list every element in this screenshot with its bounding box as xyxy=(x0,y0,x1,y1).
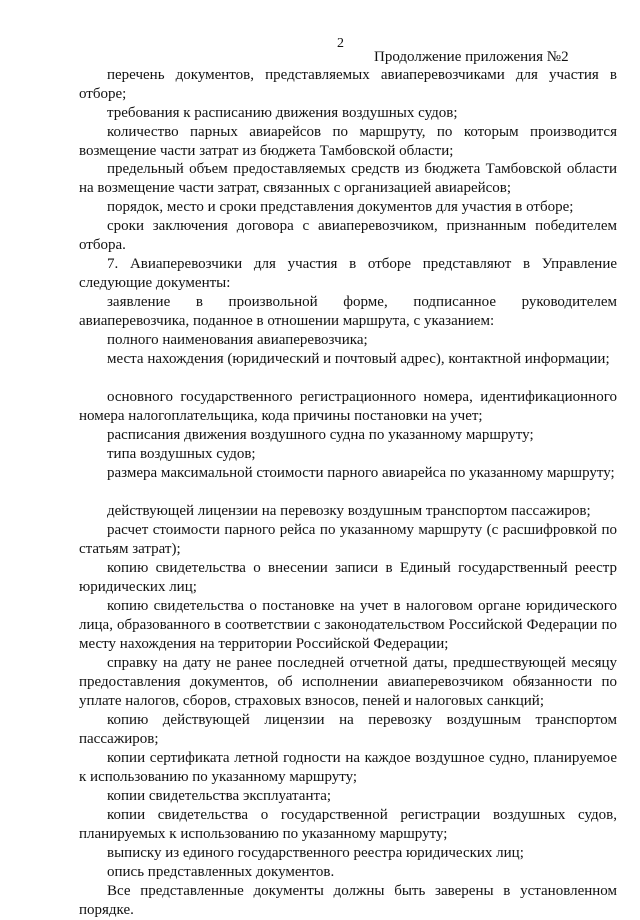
paragraph: предельный объем предоставляемых средств из бюджета Тамбовской области на возмещение части затрат, связанных с организацией авиарейсов; xyxy=(79,161,617,196)
appendix-title: Продолжение приложения №2 xyxy=(374,49,569,65)
paragraph: копию свидетельства о постановке на учет в налоговом органе юридического лица, образованного в соответствии с законодательством Российской Федерации по месту нахождения на территории Российской Федерации; xyxy=(79,598,617,652)
paragraph: действующей лицензии на перевозку воздушным транспортом пассажиров; xyxy=(107,503,591,519)
paragraph: места нахождения (юридический и почтовый адрес), контактной информации; xyxy=(107,351,610,367)
paragraph: требования к расписанию движения воздушных судов; xyxy=(107,105,458,121)
paragraph: Все представленные документы должны быть заверены в установленном порядке. xyxy=(79,883,617,918)
paragraph: опись представленных документов. xyxy=(107,864,335,880)
paragraph: копии свидетельства эксплуатанта; xyxy=(107,788,332,804)
paragraph: сроки заключения договора с авиаперевозчиком, признанным победителем отбора. xyxy=(79,218,617,253)
paragraph: порядок, место и сроки представления документов для участия в отборе; xyxy=(107,199,574,215)
paragraph: перечень документов, представляемых авиаперевозчиками для участия в отборе; xyxy=(79,67,617,102)
paragraph: типа воздушных судов; xyxy=(107,446,256,462)
page-number: 2 xyxy=(337,36,344,51)
paragraph: 7. Авиаперевозчики для участия в отборе представляют в Управление следующие документы: xyxy=(79,256,617,291)
paragraph: размера максимальной стоимости парного авиарейса по указанному маршруту; xyxy=(107,465,615,481)
paragraph: заявление в произвольной форме, подписанное руководителем авиаперевозчика, поданное в отношении маршрута, с указанием: xyxy=(79,294,617,329)
paragraph: расчет стоимости парного рейса по указанному маршруту (с расшифровкой по статьям затрат); xyxy=(79,522,617,557)
paragraph: справку на дату не ранее последней отчетной даты, предшествующей месяцу предоставления документов, об исполнении авиаперевозчиком обязанности по уплате налогов, сборов, страховых взносов, пеней и налоговых санкций; xyxy=(79,655,617,709)
paragraph: копию действующей лицензии на перевозку воздушным транспортом пассажиров; xyxy=(79,712,617,747)
paragraph: расписания движения воздушного судна по указанному маршруту; xyxy=(107,427,534,443)
paragraph: выписку из единого государственного реестра юридических лиц; xyxy=(107,845,524,861)
paragraph: копию свидетельства о внесении записи в Единый государственный реестр юридических лиц; xyxy=(79,560,617,595)
paragraph: копии сертификата летной годности на каждое воздушное судно, планируемое к использованию по указанному маршруту; xyxy=(79,750,617,785)
paragraph: полного наименования авиаперевозчика; xyxy=(107,332,368,348)
paragraph: количество парных авиарейсов по маршруту, по которым производится возмещение части затрат из бюджета Тамбовской области; xyxy=(79,124,617,159)
paragraph: копии свидетельства о государственной регистрации воздушных судов, планируемых к использованию по указанному маршруту; xyxy=(79,807,617,842)
paragraph: основного государственного регистрационного номера, идентификационного номера налогоплательщика, кода причины постановки на учет; xyxy=(79,389,617,424)
